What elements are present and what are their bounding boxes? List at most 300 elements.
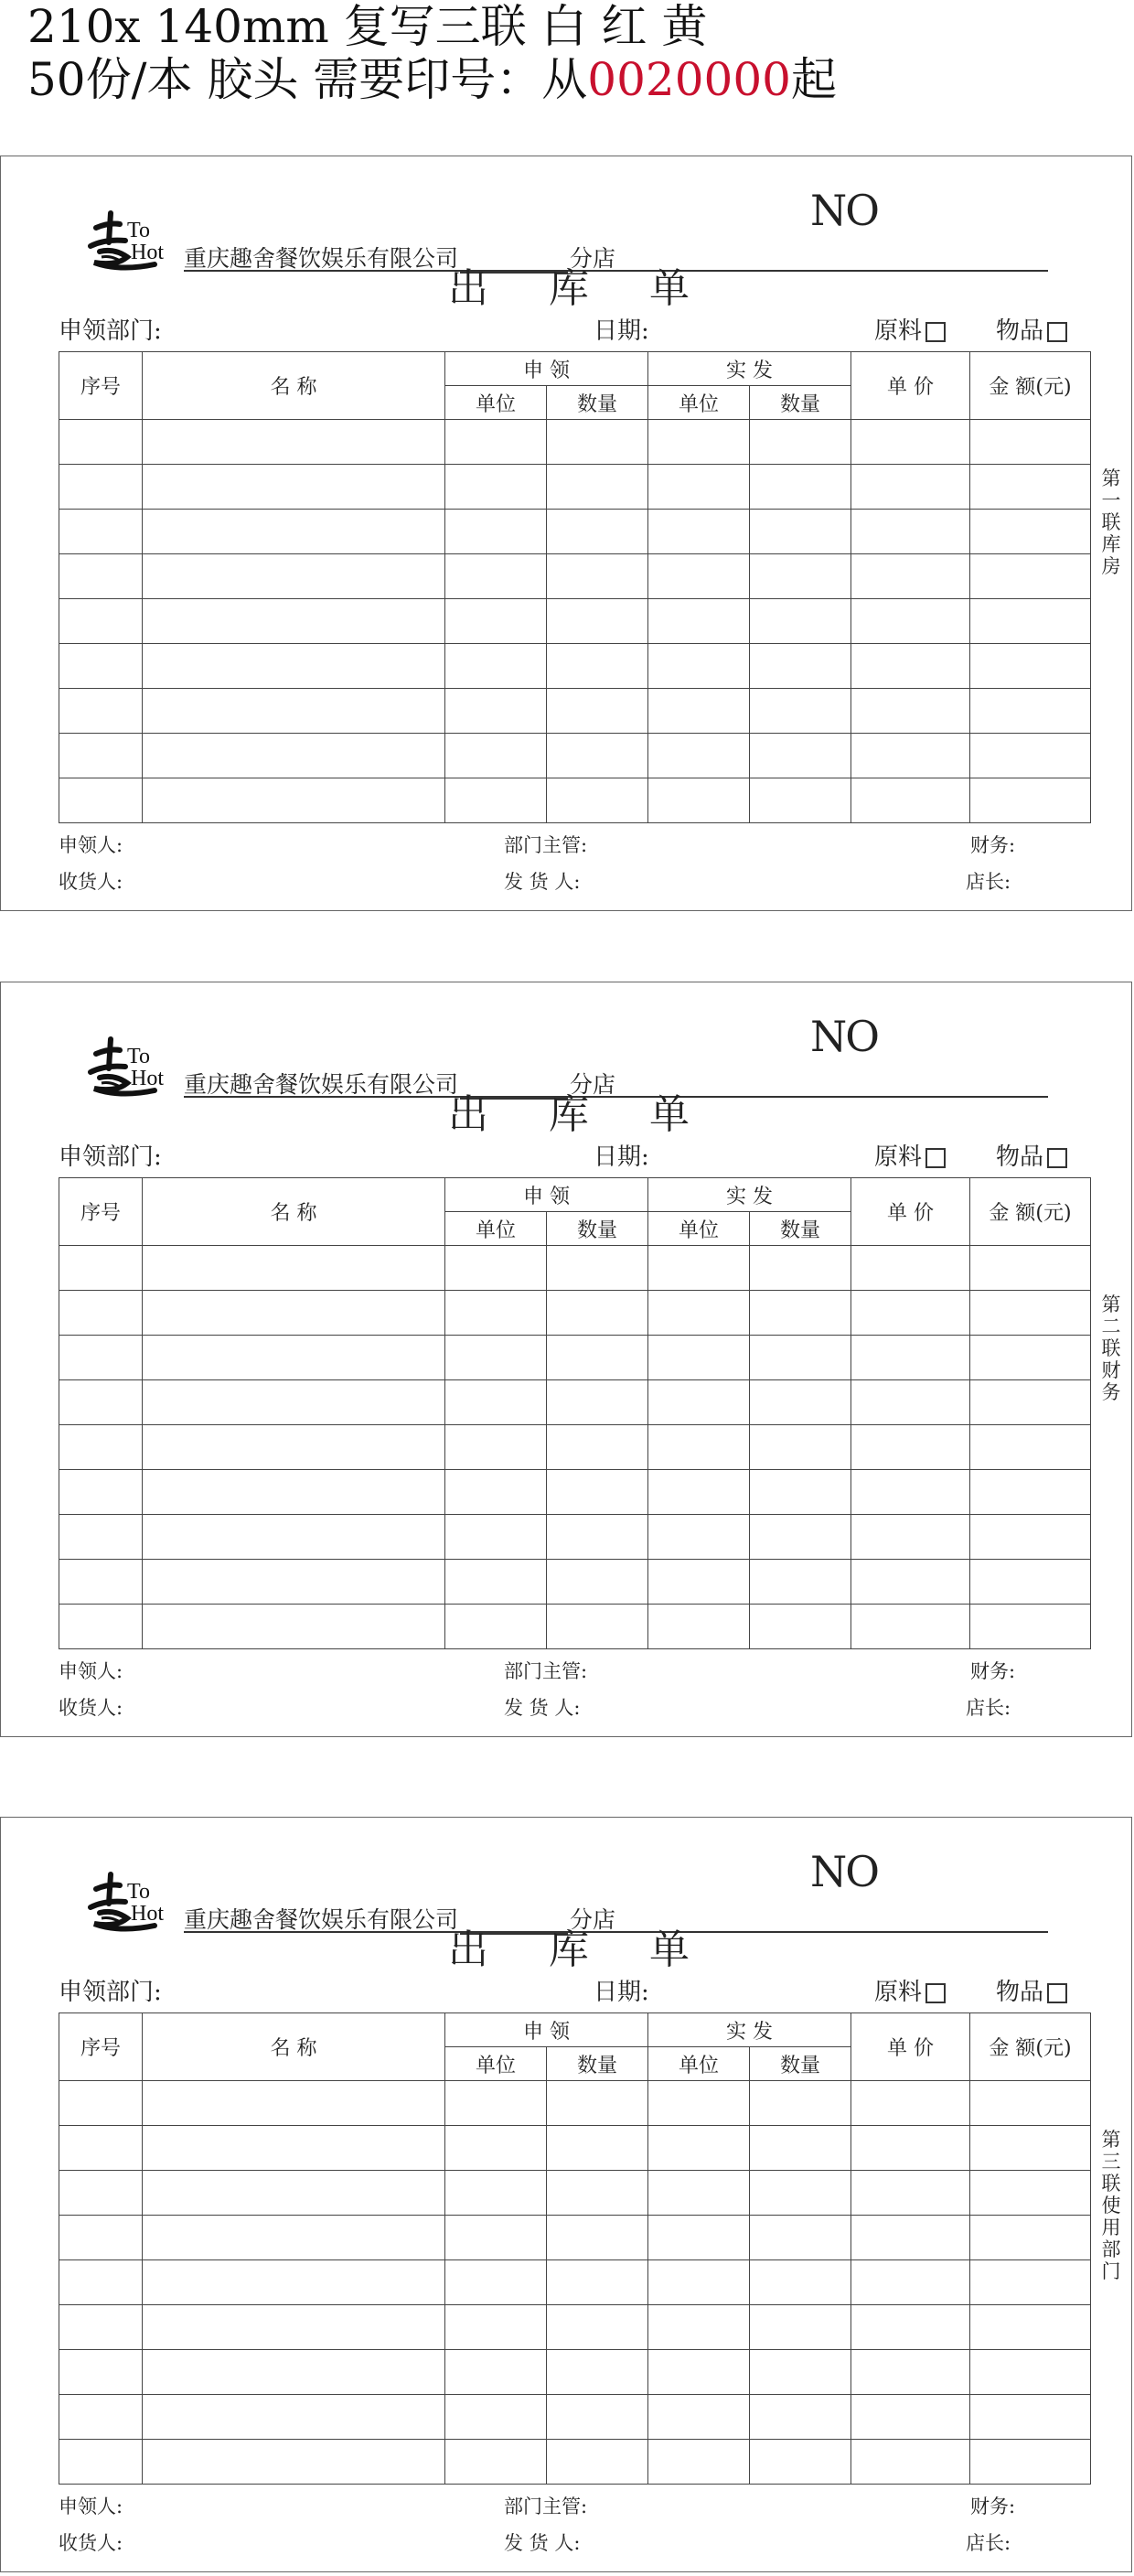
table-row [59,689,1091,734]
table-cell[interactable] [851,644,970,689]
col-seq: 序号 [59,2013,143,2081]
table-cell[interactable] [445,1291,547,1336]
table-cell[interactable] [750,554,851,599]
table-cell[interactable] [445,420,547,465]
table-cell[interactable] [547,420,648,465]
table-cell[interactable] [750,1246,851,1291]
table-cell[interactable] [851,2126,970,2171]
spec-line-2-prefix: 50份/本 胶头 需要印号：从 [27,53,588,106]
table-cell[interactable] [970,599,1091,644]
table-cell[interactable] [59,2440,143,2485]
table-cell[interactable] [547,2395,648,2440]
table-cell[interactable] [445,1246,547,1291]
table-cell[interactable] [143,554,445,599]
table-cell[interactable] [547,1605,648,1649]
goods-checkbox[interactable] [1047,322,1067,342]
table-cell[interactable] [547,2440,648,2485]
branch-label: 分店 [570,245,616,272]
items-table [59,351,1091,823]
table-cell[interactable] [970,1560,1091,1605]
table-cell[interactable] [750,1470,851,1515]
table-cell[interactable] [648,2350,750,2395]
col-name: 名 称 [143,2013,445,2081]
table-cell[interactable] [851,2440,970,2485]
table-row [59,2260,1091,2305]
raw-material-label: 原料 [874,317,923,345]
table-cell[interactable] [648,778,750,823]
date-label: 日期: [594,1979,649,2006]
table-cell[interactable] [143,1515,445,1560]
goods-label: 物品 [996,317,1044,345]
date-label: 日期: [594,1143,649,1171]
table-row [59,734,1091,778]
table-cell[interactable] [143,2171,445,2216]
table-cell[interactable] [445,1380,547,1425]
table-cell[interactable] [547,2305,648,2350]
table-cell[interactable] [970,2350,1091,2395]
sender-label: 发 货 人: [504,871,581,893]
table-cell[interactable] [547,2081,648,2126]
col-actual: 实 发 [648,1178,851,1212]
table-cell[interactable] [445,465,547,510]
table-cell[interactable] [970,2260,1091,2305]
table-cell[interactable] [547,1380,648,1425]
finance-label: 财务: [970,834,1016,856]
table-cell[interactable] [970,734,1091,778]
table-cell[interactable] [851,2081,970,2126]
col-actual-unit: 单位 [648,1212,750,1246]
table-cell[interactable] [851,2171,970,2216]
goods-checkbox[interactable] [1047,1148,1067,1168]
table-cell[interactable] [59,554,143,599]
form-title: 出 库 单 [448,1091,713,1138]
table-cell[interactable] [547,2350,648,2395]
table-cell[interactable] [648,644,750,689]
manager-label: 部门主管: [504,2496,588,2517]
table-cell[interactable] [648,2395,750,2440]
table-cell[interactable] [59,2350,143,2395]
table-cell[interactable] [547,1560,648,1605]
table-cell[interactable] [970,1291,1091,1336]
table-cell[interactable] [750,2171,851,2216]
table-cell[interactable] [547,2171,648,2216]
table-cell[interactable] [648,1246,750,1291]
table-row [59,778,1091,823]
table-cell[interactable] [970,2440,1091,2485]
table-cell[interactable] [59,2216,143,2260]
svg-text:Hot: Hot [131,1067,164,1090]
table-cell[interactable] [750,778,851,823]
raw-material-label: 原料 [874,1143,923,1171]
table-cell[interactable] [445,2126,547,2171]
table-cell[interactable] [445,510,547,554]
table-cell[interactable] [143,1246,445,1291]
goods-option [996,1973,1067,2007]
table-cell[interactable] [750,2126,851,2171]
table-cell[interactable] [851,1425,970,1470]
table-cell[interactable] [851,1291,970,1336]
table-cell[interactable] [547,734,648,778]
table-cell[interactable] [648,734,750,778]
table-cell[interactable] [750,2395,851,2440]
raw-material-option [874,312,946,346]
col-seq: 序号 [59,352,143,420]
table-cell[interactable] [59,2081,143,2126]
table-cell[interactable] [59,1246,143,1291]
table-cell[interactable] [59,1336,143,1380]
table-cell[interactable] [59,420,143,465]
table-cell[interactable] [851,1605,970,1649]
table-row [59,2081,1091,2126]
table-cell[interactable] [445,644,547,689]
dept-label: 申领部门: [59,1143,162,1171]
delivery-form-copy-2 [0,982,1132,1737]
delivery-form-copy-3 [0,1817,1132,2572]
table-cell[interactable] [59,2395,143,2440]
table-cell[interactable] [851,2395,970,2440]
table-cell[interactable] [970,1425,1091,1470]
table-cell[interactable] [750,1291,851,1336]
table-cell[interactable] [970,1515,1091,1560]
raw-material-checkbox[interactable] [925,1148,946,1168]
table-cell[interactable] [59,2260,143,2305]
table-cell[interactable] [143,510,445,554]
table-cell[interactable] [143,734,445,778]
table-cell[interactable] [59,1291,143,1336]
svg-text:To: To [127,219,150,242]
table-cell[interactable] [750,1425,851,1470]
table-cell[interactable] [648,465,750,510]
table-cell[interactable] [143,778,445,823]
table-cell[interactable] [143,465,445,510]
table-cell[interactable] [851,1246,970,1291]
table-row [59,2305,1091,2350]
table-cell[interactable] [648,1605,750,1649]
table-cell[interactable] [445,554,547,599]
table-cell[interactable] [143,599,445,644]
table-cell[interactable] [750,2440,851,2485]
col-name: 名 称 [143,1178,445,1246]
applicant-label: 申领人: [59,834,123,856]
table-cell[interactable] [851,599,970,644]
svg-text:To: To [127,1045,150,1068]
table-row [59,465,1091,510]
branch-label: 分店 [570,1906,616,1933]
goods-checkbox[interactable] [1047,1983,1067,2003]
table-cell[interactable] [59,1380,143,1425]
table-cell[interactable] [851,1560,970,1605]
table-cell[interactable] [143,2216,445,2260]
table-cell[interactable] [547,1515,648,1560]
table-cell[interactable] [547,2216,648,2260]
table-cell[interactable] [648,2305,750,2350]
table-cell[interactable] [143,1380,445,1425]
table-cell[interactable] [445,2171,547,2216]
table-cell[interactable] [750,1380,851,1425]
col-actual-qty: 数量 [750,386,851,420]
table-cell[interactable] [445,1470,547,1515]
table-cell[interactable] [648,2260,750,2305]
manager-label: 部门主管: [504,1660,588,1682]
table-cell[interactable] [648,2440,750,2485]
table-cell[interactable] [547,465,648,510]
table-row [59,599,1091,644]
table-cell[interactable] [970,420,1091,465]
table-cell[interactable] [547,510,648,554]
table-row [59,1605,1091,1649]
table-cell[interactable] [851,1515,970,1560]
table-cell[interactable] [445,2260,547,2305]
table-cell[interactable] [648,2126,750,2171]
table-cell[interactable] [970,1336,1091,1380]
table-cell[interactable] [547,1425,648,1470]
table-cell[interactable] [750,1515,851,1560]
table-cell[interactable] [143,2081,445,2126]
table-cell[interactable] [143,1605,445,1649]
table-cell[interactable] [851,689,970,734]
col-amount: 金 额(元) [970,352,1091,420]
table-cell[interactable] [59,510,143,554]
receiver-label: 收货人: [59,1697,123,1719]
table-row [59,1246,1091,1291]
table-cell[interactable] [851,2350,970,2395]
table-cell[interactable] [750,689,851,734]
col-price: 单 价 [851,352,970,420]
col-apply-qty: 数量 [547,386,648,420]
form-title: 出 库 单 [448,1927,713,1973]
dept-label: 申领部门: [59,1979,162,2006]
table-cell[interactable] [59,2126,143,2171]
table-cell[interactable] [970,1605,1091,1649]
table-cell[interactable] [445,2440,547,2485]
table-cell[interactable] [851,554,970,599]
table-cell[interactable] [970,2126,1091,2171]
raw-material-checkbox[interactable] [925,322,946,342]
table-cell[interactable] [445,1336,547,1380]
table-cell[interactable] [143,2126,445,2171]
table-cell[interactable] [59,1425,143,1470]
table-cell[interactable] [143,1425,445,1470]
table-cell[interactable] [547,2260,648,2305]
table-cell[interactable] [750,734,851,778]
table-cell[interactable] [851,2216,970,2260]
table-cell[interactable] [445,1515,547,1560]
col-actual-unit: 单位 [648,386,750,420]
col-apply: 申 领 [445,352,648,386]
table-cell[interactable] [970,2081,1091,2126]
table-cell[interactable] [143,2305,445,2350]
table-cell[interactable] [750,2350,851,2395]
table-cell[interactable] [750,2216,851,2260]
table-cell[interactable] [970,2171,1091,2216]
table-cell[interactable] [851,465,970,510]
table-cell[interactable] [648,1560,750,1605]
table-cell[interactable] [970,2305,1091,2350]
table-cell[interactable] [970,778,1091,823]
table-cell[interactable] [547,1246,648,1291]
table-cell[interactable] [445,2216,547,2260]
table-cell[interactable] [59,644,143,689]
table-cell[interactable] [970,644,1091,689]
svg-text:Hot: Hot [131,241,164,264]
table-cell[interactable] [750,1336,851,1380]
table-cell[interactable] [851,2260,970,2305]
applicant-label: 申领人: [59,2496,123,2517]
table-cell[interactable] [648,2171,750,2216]
col-price: 单 价 [851,2013,970,2081]
col-apply-unit: 单位 [445,386,547,420]
table-cell[interactable] [143,2350,445,2395]
table-cell[interactable] [851,420,970,465]
raw-material-option [874,1973,946,2007]
table-cell[interactable] [445,599,547,644]
table-cell[interactable] [970,2395,1091,2440]
table-cell[interactable] [750,1560,851,1605]
table-cell[interactable] [851,734,970,778]
table-cell[interactable] [547,1470,648,1515]
table-row [59,1515,1091,1560]
table-cell[interactable] [648,1336,750,1380]
col-apply-qty: 数量 [547,2047,648,2081]
table-cell[interactable] [59,599,143,644]
table-cell[interactable] [648,2216,750,2260]
table-cell[interactable] [445,1425,547,1470]
table-cell[interactable] [648,689,750,734]
raw-material-label: 原料 [874,1979,923,2006]
col-seq: 序号 [59,1178,143,1246]
table-cell[interactable] [445,1605,547,1649]
col-apply: 申 领 [445,2013,648,2047]
table-cell[interactable] [547,2126,648,2171]
table-cell[interactable] [547,644,648,689]
table-row [59,644,1091,689]
table-cell[interactable] [143,2260,445,2305]
spec-line-2 [27,53,837,106]
table-cell[interactable] [445,689,547,734]
svg-text:Hot: Hot [131,1902,164,1926]
table-cell[interactable] [970,554,1091,599]
table-cell[interactable] [750,2305,851,2350]
table-cell[interactable] [648,510,750,554]
table-cell[interactable] [970,1246,1091,1291]
table-cell[interactable] [970,465,1091,510]
raw-material-checkbox[interactable] [925,1983,946,2003]
sender-label: 发 货 人: [504,2532,581,2554]
table-cell[interactable] [59,778,143,823]
table-cell[interactable] [547,599,648,644]
goods-label: 物品 [996,1979,1044,2006]
table-cell[interactable] [445,2395,547,2440]
raw-material-option [874,1138,946,1172]
table-cell[interactable] [750,1605,851,1649]
table-cell[interactable] [648,2081,750,2126]
items-table [59,1177,1091,1649]
table-cell[interactable] [59,734,143,778]
table-cell[interactable] [851,1336,970,1380]
table-row [59,2395,1091,2440]
receiver-label: 收货人: [59,2532,123,2554]
table-cell[interactable] [445,2305,547,2350]
table-cell[interactable] [750,420,851,465]
table-cell[interactable] [851,2305,970,2350]
table-cell[interactable] [970,689,1091,734]
table-cell[interactable] [648,1291,750,1336]
table-cell[interactable] [143,1560,445,1605]
table-cell[interactable] [970,1380,1091,1425]
table-cell[interactable] [750,465,851,510]
table-cell[interactable] [143,689,445,734]
table-cell[interactable] [143,1336,445,1380]
table-cell[interactable] [750,644,851,689]
goods-label: 物品 [996,1143,1044,1171]
table-cell[interactable] [648,1515,750,1560]
table-cell[interactable] [445,778,547,823]
table-cell[interactable] [547,689,648,734]
goods-option [996,1138,1067,1172]
table-cell[interactable] [59,2171,143,2216]
table-cell[interactable] [143,1470,445,1515]
table-cell[interactable] [59,465,143,510]
table-cell[interactable] [851,778,970,823]
col-apply-unit: 单位 [445,1212,547,1246]
svg-text:To: To [127,1880,150,1904]
table-cell[interactable] [970,2216,1091,2260]
dept-label: 申领部门: [59,317,162,345]
table-cell[interactable] [851,1470,970,1515]
col-apply-unit: 单位 [445,2047,547,2081]
table-cell[interactable] [59,1515,143,1560]
items-table [59,2012,1091,2485]
table-cell[interactable] [648,1425,750,1470]
table-cell[interactable] [143,1291,445,1336]
table-cell[interactable] [750,510,851,554]
table-cell[interactable] [59,1560,143,1605]
col-actual: 实 发 [648,352,851,386]
table-cell[interactable] [648,420,750,465]
table-cell[interactable] [445,2081,547,2126]
table-cell[interactable] [970,510,1091,554]
col-amount: 金 额(元) [970,2013,1091,2081]
table-cell[interactable] [970,1470,1091,1515]
table-cell[interactable] [143,420,445,465]
table-cell[interactable] [648,1380,750,1425]
table-cell[interactable] [59,1605,143,1649]
table-cell[interactable] [750,2260,851,2305]
table-cell[interactable] [59,1470,143,1515]
table-cell[interactable] [547,554,648,599]
table-cell[interactable] [59,2305,143,2350]
table-cell[interactable] [648,1470,750,1515]
col-apply-qty: 数量 [547,1212,648,1246]
table-cell[interactable] [648,599,750,644]
table-cell[interactable] [648,554,750,599]
table-cell[interactable] [445,734,547,778]
table-cell[interactable] [547,778,648,823]
table-cell[interactable] [445,1560,547,1605]
table-cell[interactable] [750,2081,851,2126]
table-cell[interactable] [445,2350,547,2395]
table-cell[interactable] [851,510,970,554]
table-cell[interactable] [143,2440,445,2485]
table-cell[interactable] [143,2395,445,2440]
table-row [59,420,1091,465]
table-cell[interactable] [547,1291,648,1336]
table-cell[interactable] [547,1336,648,1380]
table-cell[interactable] [59,689,143,734]
table-cell[interactable] [851,1380,970,1425]
table-cell[interactable] [143,644,445,689]
table-cell[interactable] [750,599,851,644]
